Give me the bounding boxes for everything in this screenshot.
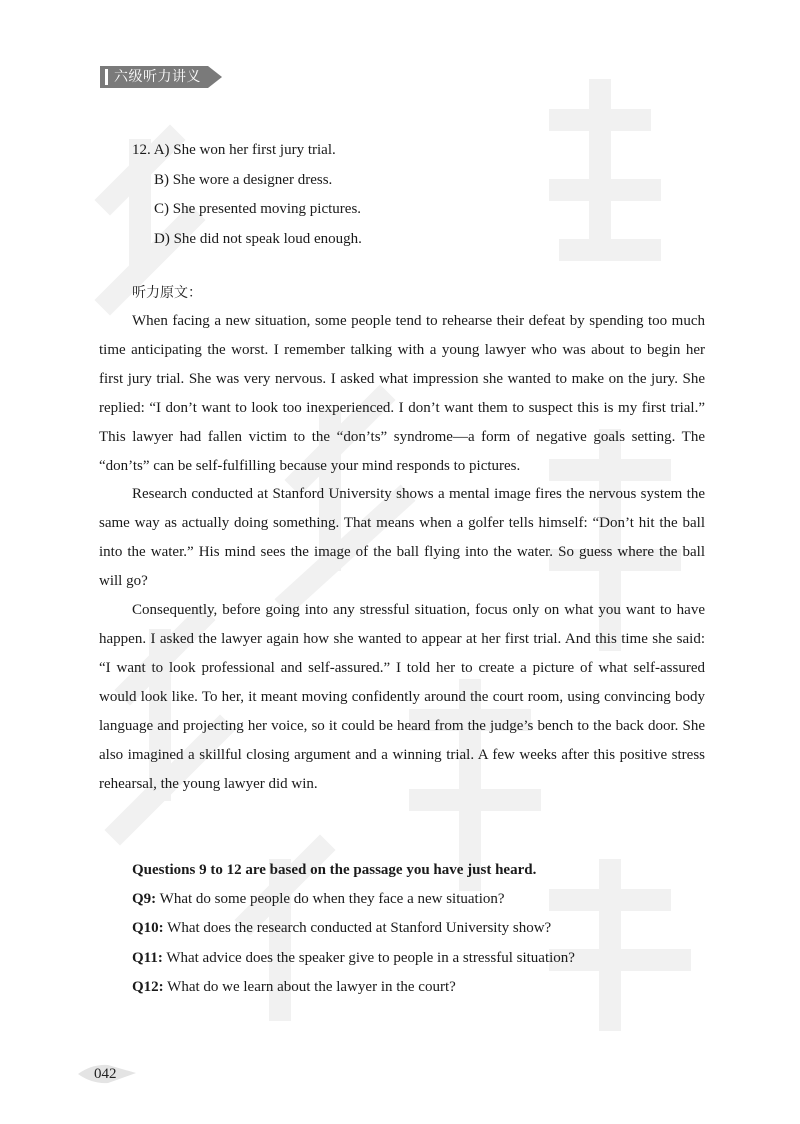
question-12	[132, 136, 362, 254]
transcript-body	[99, 307, 705, 798]
questions-intro: Questions 9 to 12 are based on the passage you have just heard.	[132, 862, 537, 878]
transcript-paragraph: Consequently, before going into any stressful situation, focus only on what you want to have happen. I asked the lawyer again how she wanted to appear at her first trial. And this time she said: “I want to look professional and self-assured.” I told her to create a picture of what self-assured would look like. To her, it meant moving confidently around the court room, using convincing body language and projecting her voice, so it could be heard from the judge’s bench to the back door. She also imagined a skillful closing argument and a winning trial. A few weeks after this positive stress rehearsal, the young lawyer did win.	[99, 602, 705, 792]
question-text: What do we learn about the lawyer in the court?	[167, 978, 456, 995]
option-d: D) She did not speak loud enough.	[154, 230, 362, 247]
transcript-label: 听力原文：	[132, 285, 202, 301]
question-id: Q11:	[132, 949, 163, 966]
questions-list	[132, 856, 575, 1002]
header-tab	[100, 66, 222, 88]
question-id: Q10:	[132, 920, 164, 937]
transcript-paragraph: Research conducted at Stanford University shows a mental image fires the nervous system the same way as actually doing something. That means when a golfer tells himself: “Don’t hit the ball into the water.” His mind sees the image of the ball flying into the water. So guess where the ball will go?	[99, 486, 705, 590]
question-text: What do some people do when they face a new situation?	[159, 891, 505, 908]
header-tab-arrow	[208, 66, 222, 88]
page-number-text: 042	[94, 1066, 117, 1082]
header-title: 六级听力讲义	[114, 69, 201, 85]
transcript-paragraph: When facing a new situation, some people tend to rehearse their defeat by spending too much time anticipating the worst. I remember talking with a young lawyer who was about to begin her first jury trial. She was very nervous. I asked what impression she wanted to make on the jury. She replied: “I don’t want to look too inexperienced. I don’t want them to suspect this is my first trial.” This lawyer had fallen victim to the “don’ts” syndrome—a form of negative goals setting. The “don’ts” can be self-fulfilling because your mind responds to pictures.	[99, 313, 705, 474]
question-id: Q12:	[132, 978, 164, 995]
header-tab-marker	[105, 69, 108, 85]
question-item	[132, 885, 575, 914]
question-id: Q9:	[132, 891, 157, 908]
question-item	[132, 914, 575, 943]
option-b: B) She wore a designer dress.	[154, 171, 333, 188]
question-item	[132, 944, 575, 973]
question-number: 12.	[132, 142, 151, 158]
option-c: C) She presented moving pictures.	[154, 201, 362, 217]
page-number	[78, 1062, 138, 1086]
question-line	[132, 136, 362, 166]
question-text: What does the research conducted at Stanford University show?	[167, 920, 552, 937]
question-text: What advice does the speaker give to people in a stressful situation?	[166, 949, 575, 966]
option-a: A) She won her first jury trial.	[153, 142, 336, 158]
question-item	[132, 973, 575, 1002]
